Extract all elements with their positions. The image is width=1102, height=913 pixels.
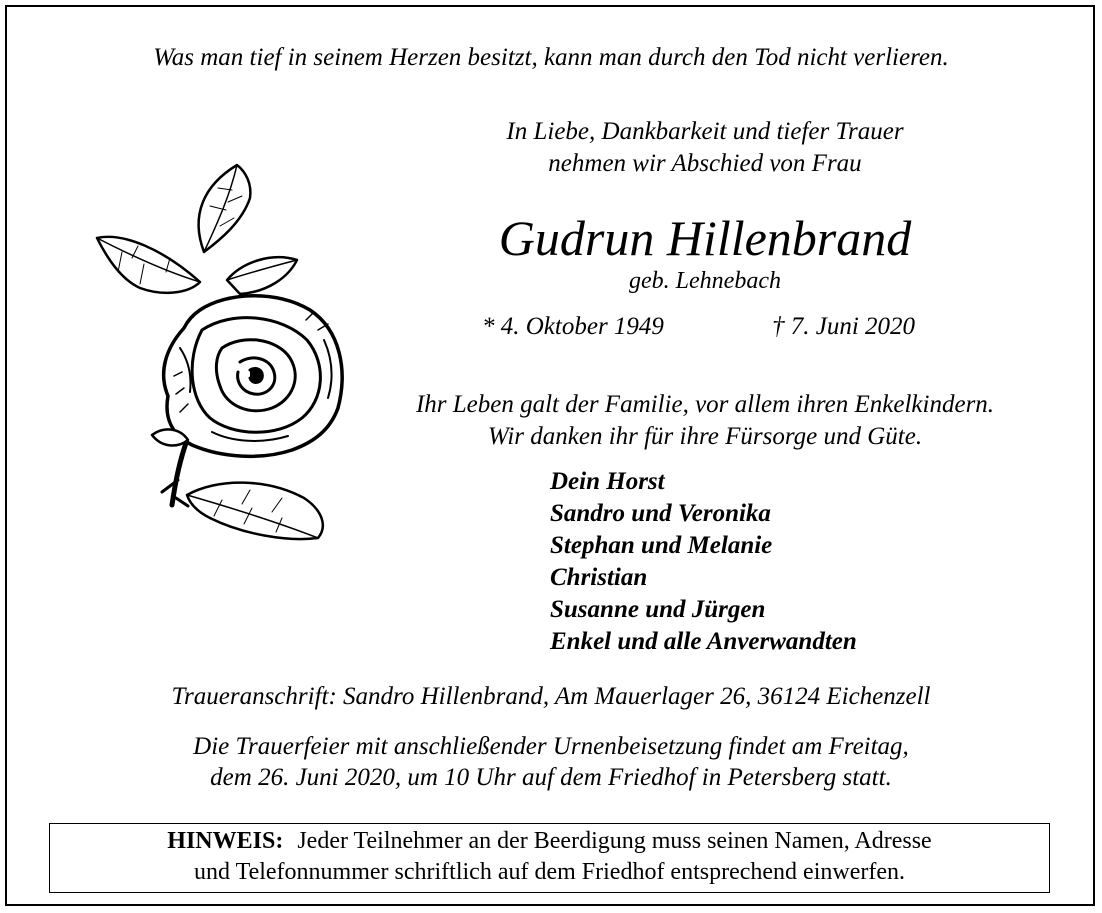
tribute-text [370,389,1040,453]
notice-line-2: und Telefonnummer schriftlich auf dem Friedhof entsprechend einwerfen. [194,859,905,885]
intro-line-2: nehmen wir Abschied von Frau [548,150,862,177]
service-line-2: dem 26. Juni 2020, um 10 Uhr auf dem Friedhof in Petersberg statt. [210,764,892,791]
tribute-line-2: Wir danken ihr für ihre Fürsorge und Güte. [487,423,923,450]
signer: Christian [550,564,648,591]
signer: Susanne und Jürgen [550,596,766,623]
signer: Dein Horst [550,468,665,495]
maiden-name: geb. Lehnebach [629,268,781,294]
death-date: † 7. Juni 2020 [772,313,916,340]
motto-quote: Was man tief in seinem Herzen besitzt, kann man durch den Tod nicht verlieren. [153,44,949,71]
service-line-1: Die Trauerfeier mit anschließender Urnenbeisetzung findet am Freitag, [193,733,909,760]
notice-text-1: Jeder Teilnehmer an der Beerdigung muss seinen Namen, Adresse [297,828,932,854]
notice-label: HINWEIS: [167,828,284,854]
birth-date: * 4. Oktober 1949 [482,313,664,340]
signer: Sandro und Veronika [550,500,771,527]
deceased-name: Gudrun Hillenbrand [498,210,912,266]
notice-box [49,823,1050,893]
signers-list [550,466,857,658]
signer: Stephan und Melanie [550,532,773,559]
intro-line-1: In Liebe, Dankbarkeit und tiefer Trauer [506,118,904,145]
signer: Enkel und alle Anverwandten [550,628,857,655]
tribute-line-1: Ihr Leben galt der Familie, vor allem ihren Enkelkindern. [415,391,995,418]
notice-line-1 [50,826,1049,857]
intro-text [405,116,1005,180]
rose-icon [92,160,354,550]
mourning-address: Traueranschrift: Sandro Hillenbrand, Am Mauerlager 26, 36124 Eichenzell [171,683,931,710]
service-info [0,731,1102,793]
